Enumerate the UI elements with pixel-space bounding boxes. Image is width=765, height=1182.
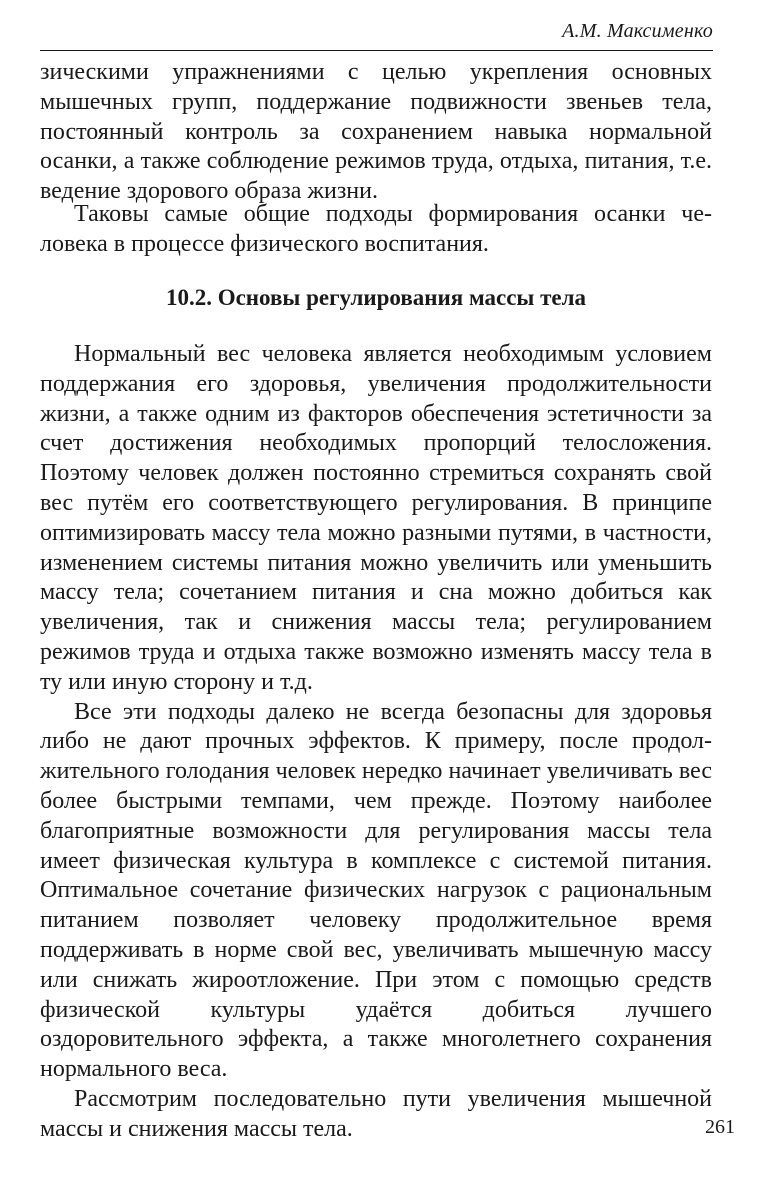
summary-paragraph — [40, 200, 712, 260]
continued-paragraph — [40, 58, 712, 207]
running-header-author: А.М. Максименко — [562, 20, 713, 42]
header-rule — [40, 50, 713, 51]
section-body — [40, 340, 712, 1145]
body-paragraph-2: Все эти подходы далеко не всегда безопасны для здоровья либо не дают прочных эффектов. К примеру, после продолжительного голодания человек нередко начинает увеличивать вес более быстрыми темпами, чем прежде. Поэтому наиболее благоприятные возможности для регулирования массы тела имеет физическая культура в комплексе с системой питания. Оптимальное сочетание физических нагрузок с рациональным питанием позволяет человеку продолжительное время поддерживать в норме свой вес, увеличивать мышечную массу или снижать жироотложение. При этом с помощью средств физической культуры удаётся добиться лучшего оздоровительного эффекта, а также многолетнего сохранения нормального веса. — [40, 698, 712, 1083]
body-paragraph-1: Нормальный вес человека является необходимым условием поддержания его здоровья, увеличения продолжительности жизни, а также одним из факторов обеспечения эстетичности за счет достижения необходимых пропорций телосложения. Поэтому человек должен постоянно стремиться сохранять свой вес путём его соответствующего регулирования. В принципе оптимизировать массу тела можно разными путями, в частности, изменением системы питания можно увеличить или уменьшить массу тела; сочетанием питания и сна можно добиться как увеличения, так и снижения массы тела; регулированием режимов труда и отдыха также возможно изменять массу тела в ту или иную сторону и т.д. — [40, 341, 712, 695]
section-heading: 10.2. Основы регулирования массы тела — [165, 285, 587, 310]
paragraph-text: Таковы самые общие подходы формирования осанки человека в процессе физического воспитания. — [40, 201, 712, 257]
paragraph-text: зическими упражнениями с целью укрепления основных мышечных групп, поддержание подвижности звеньев тела, постоянный контроль за сохранением навыка нормальной осанки, а также соблюдение режимов труда, отдыха, питания, т.е. ведение здорового образа жизни. — [40, 59, 712, 205]
body-paragraph-3: Рассмотрим последовательно пути увеличения мышечной массы и снижения массы тела. — [40, 1085, 712, 1142]
page-number: 261 — [705, 1116, 735, 1138]
